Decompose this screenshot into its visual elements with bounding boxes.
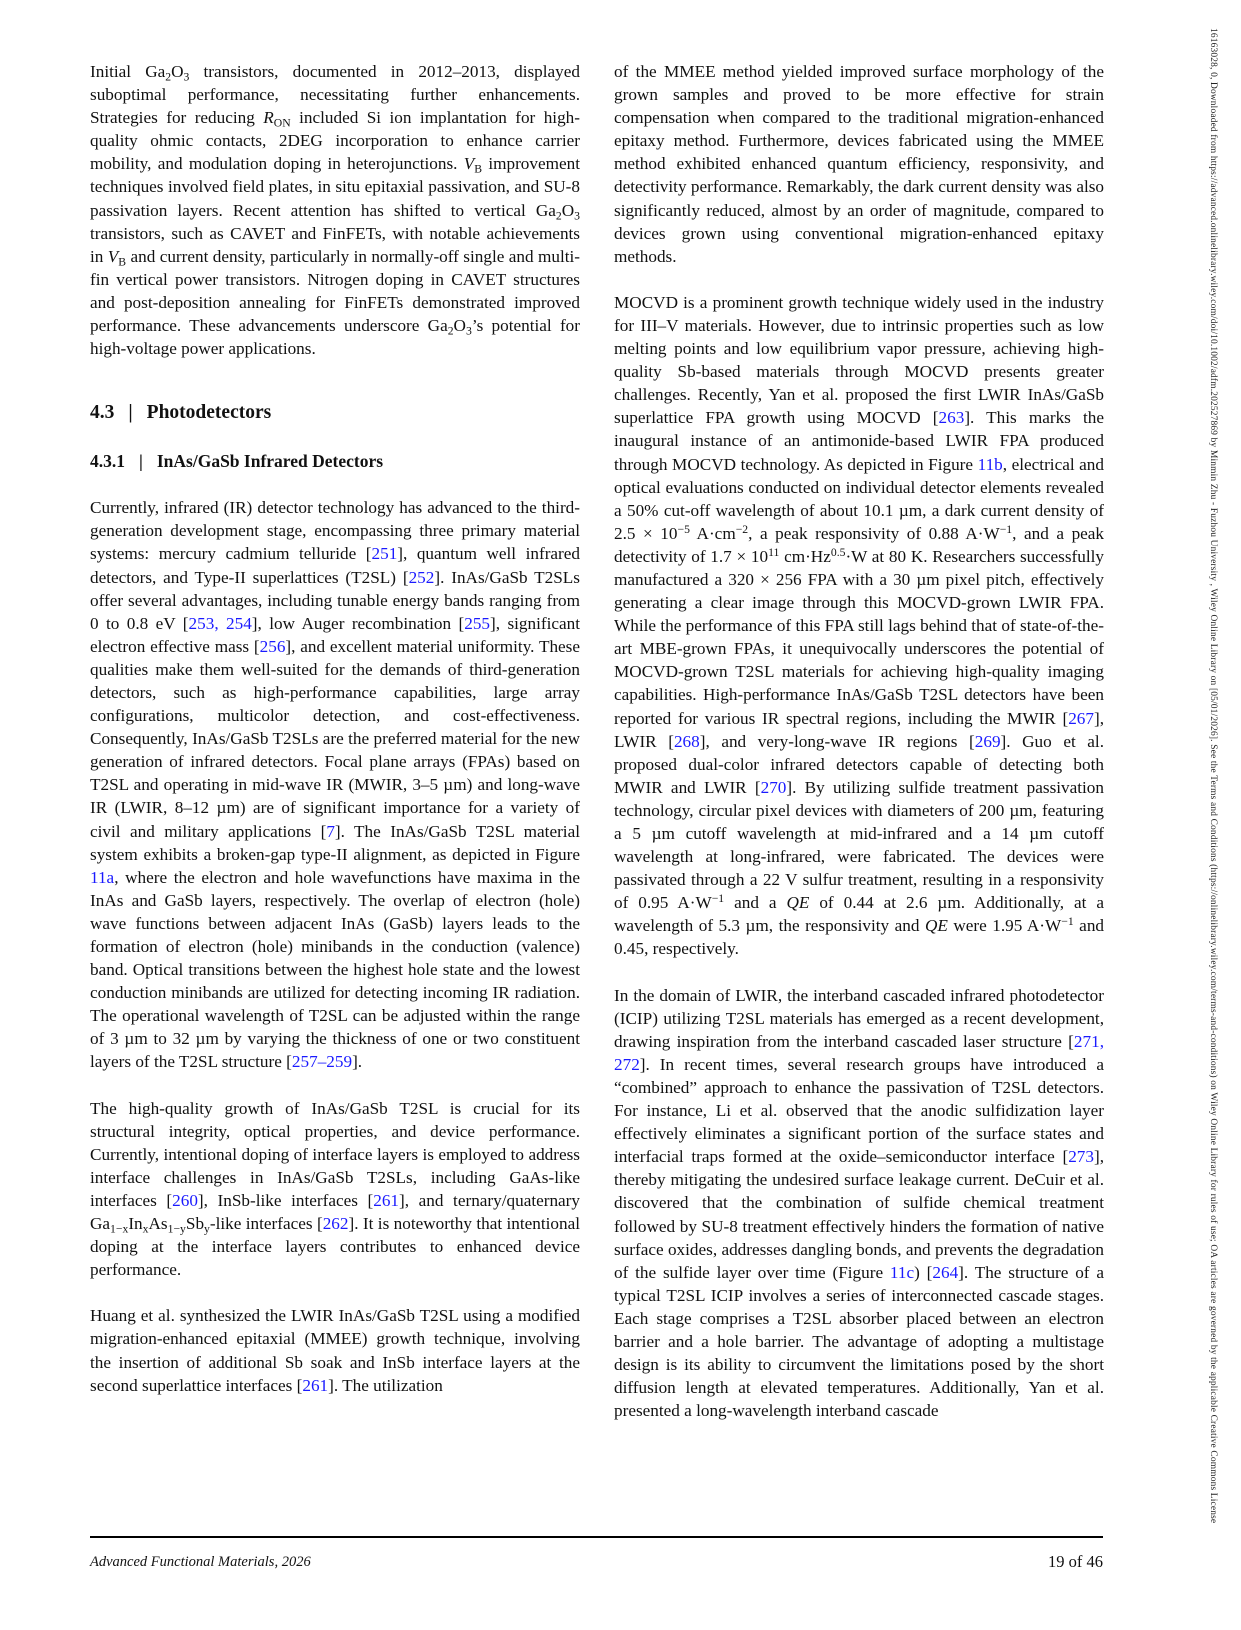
subsection-separator: | — [139, 451, 143, 472]
subsection-heading — [90, 448, 580, 474]
subscript: 2 — [555, 208, 562, 222]
superscript: −1 — [1061, 915, 1074, 929]
citation-link[interactable]: 7 — [326, 821, 335, 841]
italic-symbol: V — [463, 154, 475, 174]
superscript: −5 — [677, 522, 690, 536]
citation-link[interactable]: 269 — [974, 731, 1001, 751]
citation-link[interactable]: 260 — [172, 1190, 198, 1210]
superscript: −1 — [999, 522, 1013, 536]
subscript: 2 — [447, 324, 454, 338]
subsection-number: 4.3.1 — [90, 451, 125, 472]
journal-year: , 2026 — [274, 1554, 311, 1570]
journal-name: Advanced Functional Materials — [90, 1554, 275, 1570]
paragraph: Initial $Ga_2O_3$ transistors, documented in 2012–2013, displayed suboptimal performance, necessitating further enhancements. Strategies for reducing $R_{ON}$ included Si ion implantation for high-quality ohmic contacts, 2DEG incorporation to enhance carrier mobility, and modulation doping in heterojunctions. $V_B$ improvement techniques involved field plates, in situ epitaxial passivation, and SU-8 passivation layers. Recent attention has shifted to vertical $Ga_2O_3$ transistors, such as CAVET and FinFETs, with notable achievements in $V_B$ and current density, particularly in normally-off single and multi-fin vertical power transistors. Nitrogen doping in CAVET structures and post-deposition annealing for FinFETs demonstrated improved performance. These advancements underscore $Ga_2O_3’s$ potential for high-voltage power applications. — [90, 62, 580, 359]
italic-symbol: R — [263, 108, 274, 128]
citation-link[interactable]: 257–259 — [291, 1052, 353, 1072]
subscript: 3 — [574, 208, 580, 222]
subscript: y — [204, 1222, 210, 1236]
page-number: 19 of 46 — [1048, 1552, 1103, 1571]
citation-link[interactable]: 263 — [938, 408, 965, 428]
citation-link[interactable]: 264 — [932, 1262, 959, 1282]
subscript: ON — [273, 116, 291, 130]
citation-link[interactable]: 273 — [1068, 1147, 1094, 1167]
subscript: 1−y — [167, 1222, 186, 1236]
subscript: x — [142, 1222, 149, 1236]
body-paragraphs-right — [614, 60, 1104, 1422]
italic-symbol: QE — [924, 916, 948, 936]
figure-link[interactable]: 11b — [977, 454, 1003, 474]
subscript: 3 — [465, 324, 472, 338]
footer-journal — [90, 1554, 311, 1571]
italic-symbol: V — [107, 246, 119, 266]
paragraph: Huang et al. synthesized the LWIR InAs/GaSb T2SL using a modified migration-enhanced epitaxial (MMEE) growth technique, involving the insertion of additional Sb soak and InSb interface layers at the second superlattice interfaces [261]. The utilization — [90, 1306, 580, 1395]
footer-rule — [90, 1536, 1103, 1538]
citation-link[interactable]: 270 — [760, 777, 787, 797]
citation-link[interactable]: 253, 254 — [188, 613, 252, 633]
figure-link[interactable]: 11a — [90, 867, 115, 887]
subscript: B — [474, 162, 483, 176]
citation-link[interactable]: 262 — [322, 1214, 349, 1234]
subscript: B — [118, 255, 127, 269]
italic-symbol: QE — [786, 893, 810, 913]
subscript: 1−x — [110, 1222, 129, 1236]
section-separator: | — [128, 402, 133, 424]
right-column — [614, 60, 1104, 1445]
superscript: 11 — [768, 546, 780, 560]
superscript: −2 — [735, 522, 749, 536]
citation-link[interactable]: 255 — [464, 613, 491, 633]
left-column — [90, 60, 580, 1420]
citation-link[interactable]: 252 — [408, 567, 435, 587]
paragraph: of the MMEE method yielded improved surface morphology of the grown samples and proved to be more effective for strain compensation when compared to the traditional migration-enhanced epitaxy method. Furthermore, devices fabricated using the MMEE method exhibited enhanced quantum efficiency, responsivity, and detectivity performance. Remarkably, the dark current density was also significantly reduced, almost by an order of magnitude, compared to devices grown using conventional migration-enhanced epitaxy methods. — [614, 62, 1104, 266]
citation-link[interactable]: 268 — [673, 731, 700, 751]
subscript: 3 — [183, 70, 190, 84]
paragraph: MOCVD is a prominent growth technique widely used in the industry for III–V materials. However, due to intrinsic properties such as low melting points and low equilibrium vapor pressure, achieving high-quality Sb-based materials through MOCVD presents greater challenges. Recently, Yan et al. proposed the first LWIR InAs/GaSb superlattice FPA growth using MOCVD [263]. This marks the inaugural instance of an antimonide-based LWIR FPA produced through MOCVD technology. As depicted in Figure 11b, electrical and optical evaluations conducted on individual detector elements revealed a 50% cut-off wavelength of about 10.1 µm, a dark current density of $2.5 \times 10^{-5}$ $A\cdot cm^{-2}$, a peak responsivity of 0.88 $A\cdot W^{-1}$, and a peak detectivity of $1.7 \times 10^{11}$ $cm\cdot Hz^{0.5}\cdot W$ at 80 K. Researchers successfully manufactured a 320 × 256 FPA with a 30 µm pixel pitch, effectively generating a clear image through this MOCVD-grown LWIR FPA. While the performance of this FPA still lags behind that of state-of-the-art MBE-grown FPAs, it unequivocally underscores the potential of MOCVD-grown T2SL materials for achieving high-quality imaging capabilities. High-performance InAs/GaSb T2SL detectors have been reported for various IR spectral regions, including the MWIR [267], LWIR [268], and very-long-wave IR regions [269]. Guo et al. proposed dual-color infrared detectors capable of detecting both MWIR and LWIR [270]. By utilizing sulfide treatment passivation technology, circular pixel devices with diameters of 200 µm, featuring a 5 µm cutoff wavelength at mid-infrared and a 14 µm cutoff wavelength at long-infrared, were fabricated. The devices were passivated through a 22 V sulfur treatment, resulting in a responsivity of 0.95 $A\cdot W^{-1}$ and a QE of 0.44 at 2.6 µm. Additionally, at a wavelength of 5.3 µm, the responsivity and QE were 1.95 $A\cdot W^{-1}$ and 0.45, respectively. — [614, 292, 1105, 959]
citation-link[interactable]: 267 — [1068, 708, 1094, 728]
section-number: 4.3 — [90, 402, 115, 424]
download-notice: 16163028, 0, Downloaded from https://advanced.onlinelibrary.wiley.com/doi/10.1002/adfm.202527869 by Minmin Zhu - Fuzhou University , Wiley Online Library on [05/01/2026]. See the Terms and Conditions (https://onlinelibrary.wiley.com/terms-and-conditions) on Wiley Online Library for rules of use; OA articles are governed by the applicable Creative Commons License — [1208, 28, 1218, 1524]
subsection-title: InAs/GaSb Infrared Detectors — [156, 451, 384, 472]
superscript: 0.5 — [830, 546, 846, 560]
paragraph: In the domain of LWIR, the interband cascaded infrared photodetector (ICIP) utilizing T2SL materials has emerged as a recent development, drawing inspiration from the interband cascaded laser structure [271, 272]. In recent times, several research groups have introduced a “combined” approach to enhance the passivation of T2SL detectors. For instance, Li et al. observed that the anodic sulfidization layer effectively eliminates a significant portion of the surface states and interfacial traps formed at the oxide–semiconductor interface [273], thereby mitigating the undesired surface leakage current. DeCuir et al. discovered that the combination of sulfide chemical treatment followed by SU-8 treatment effectively hinders the formation of native surface oxides, addresses dangling bonds, and prevents the degradation of the sulfide layer over time (Figure 11c) [264]. The structure of a typical T2SL ICIP involves a series of interconnected cascade stages. Each stage comprises a T2SL absorber placed between an electron barrier and a hole barrier. The advantage of adopting a multistage design is its ability to circumvent the limitations posed by the short diffusion length at elevated temperatures. Additionally, Yan et al. presented a long-wavelength interband cascade — [614, 985, 1104, 1421]
citation-link[interactable]: 256 — [259, 636, 286, 656]
section-heading — [90, 400, 580, 426]
paragraph: Currently, infrared (IR) detector technology has advanced to the third-generation development stage, encompassing three primary material systems: mercury cadmium telluride [251], quantum well infrared detectors, and Type-II superlattices (T2SL) [252]. InAs/GaSb T2SLs offer several advantages, including tunable energy bands ranging from 0 to 0.8 eV [253, 254], low Auger recombination [255], significant electron effective mass [256], and excellent material uniformity. These qualities make them well-suited for the demands of third-generation detectors, such as high-performance capabilities, large array configurations, multicolor detection, and cost-effectiveness. Consequently, InAs/GaSb T2SLs are the preferred material for the new generation of infrared detectors. Focal plane arrays (FPAs) based on T2SL and operating in mid-wave IR (MWIR, 3–5 µm) and long-wave IR (LWIR, 8–12 µm) are of significant importance for a variety of civil and military applications [7]. The InAs/GaSb T2SL material system exhibits a broken-gap type-II alignment, as depicted in Figure 11a, where the electron and hole wavefunctions have maxima in the InAs and GaSb layers, respectively. The overlap of electron (hole) wave functions between adjacent InAs (GaSb) layers leads to the formation of electron (hole) minibands in the conduction (valence) band. Optical transitions between the highest hole state and the lowest conduction minibands are utilized for detecting incoming IR radiation. The operational wavelength of T2SL can be adjusted within the range of 3 µm to 32 µm by varying the thickness of one or two constituent layers of the T2SL structure [257–259]. — [90, 498, 580, 1072]
paragraph: The high-quality growth of InAs/GaSb T2SL is crucial for its structural integrity, optical properties, and device performance. Currently, intentional doping of interface layers is employed to address interface challenges in InAs/GaSb T2SLs, including GaAs-like interfaces [260], InSb-like interfaces [261], and ternary/quaternary $Ga_{1-x}In_xAs_{1-y}Sb_y$-like interfaces [262]. It is noteworthy that intentional doping at the interface layers contributes to enhanced device performance. — [90, 1098, 580, 1280]
citation-link[interactable]: 271, 272 — [614, 1031, 1104, 1074]
body-paragraphs-left — [90, 496, 580, 1396]
section-title: Photodetectors — [146, 402, 272, 424]
citation-link[interactable]: 261 — [302, 1375, 329, 1395]
citation-link[interactable]: 251 — [371, 544, 398, 564]
intro-paragraphs — [90, 60, 580, 360]
figure-link[interactable]: 11c — [889, 1262, 915, 1282]
subscript: 2 — [165, 70, 172, 84]
citation-link[interactable]: 261 — [373, 1190, 400, 1210]
superscript: −1 — [711, 892, 725, 906]
